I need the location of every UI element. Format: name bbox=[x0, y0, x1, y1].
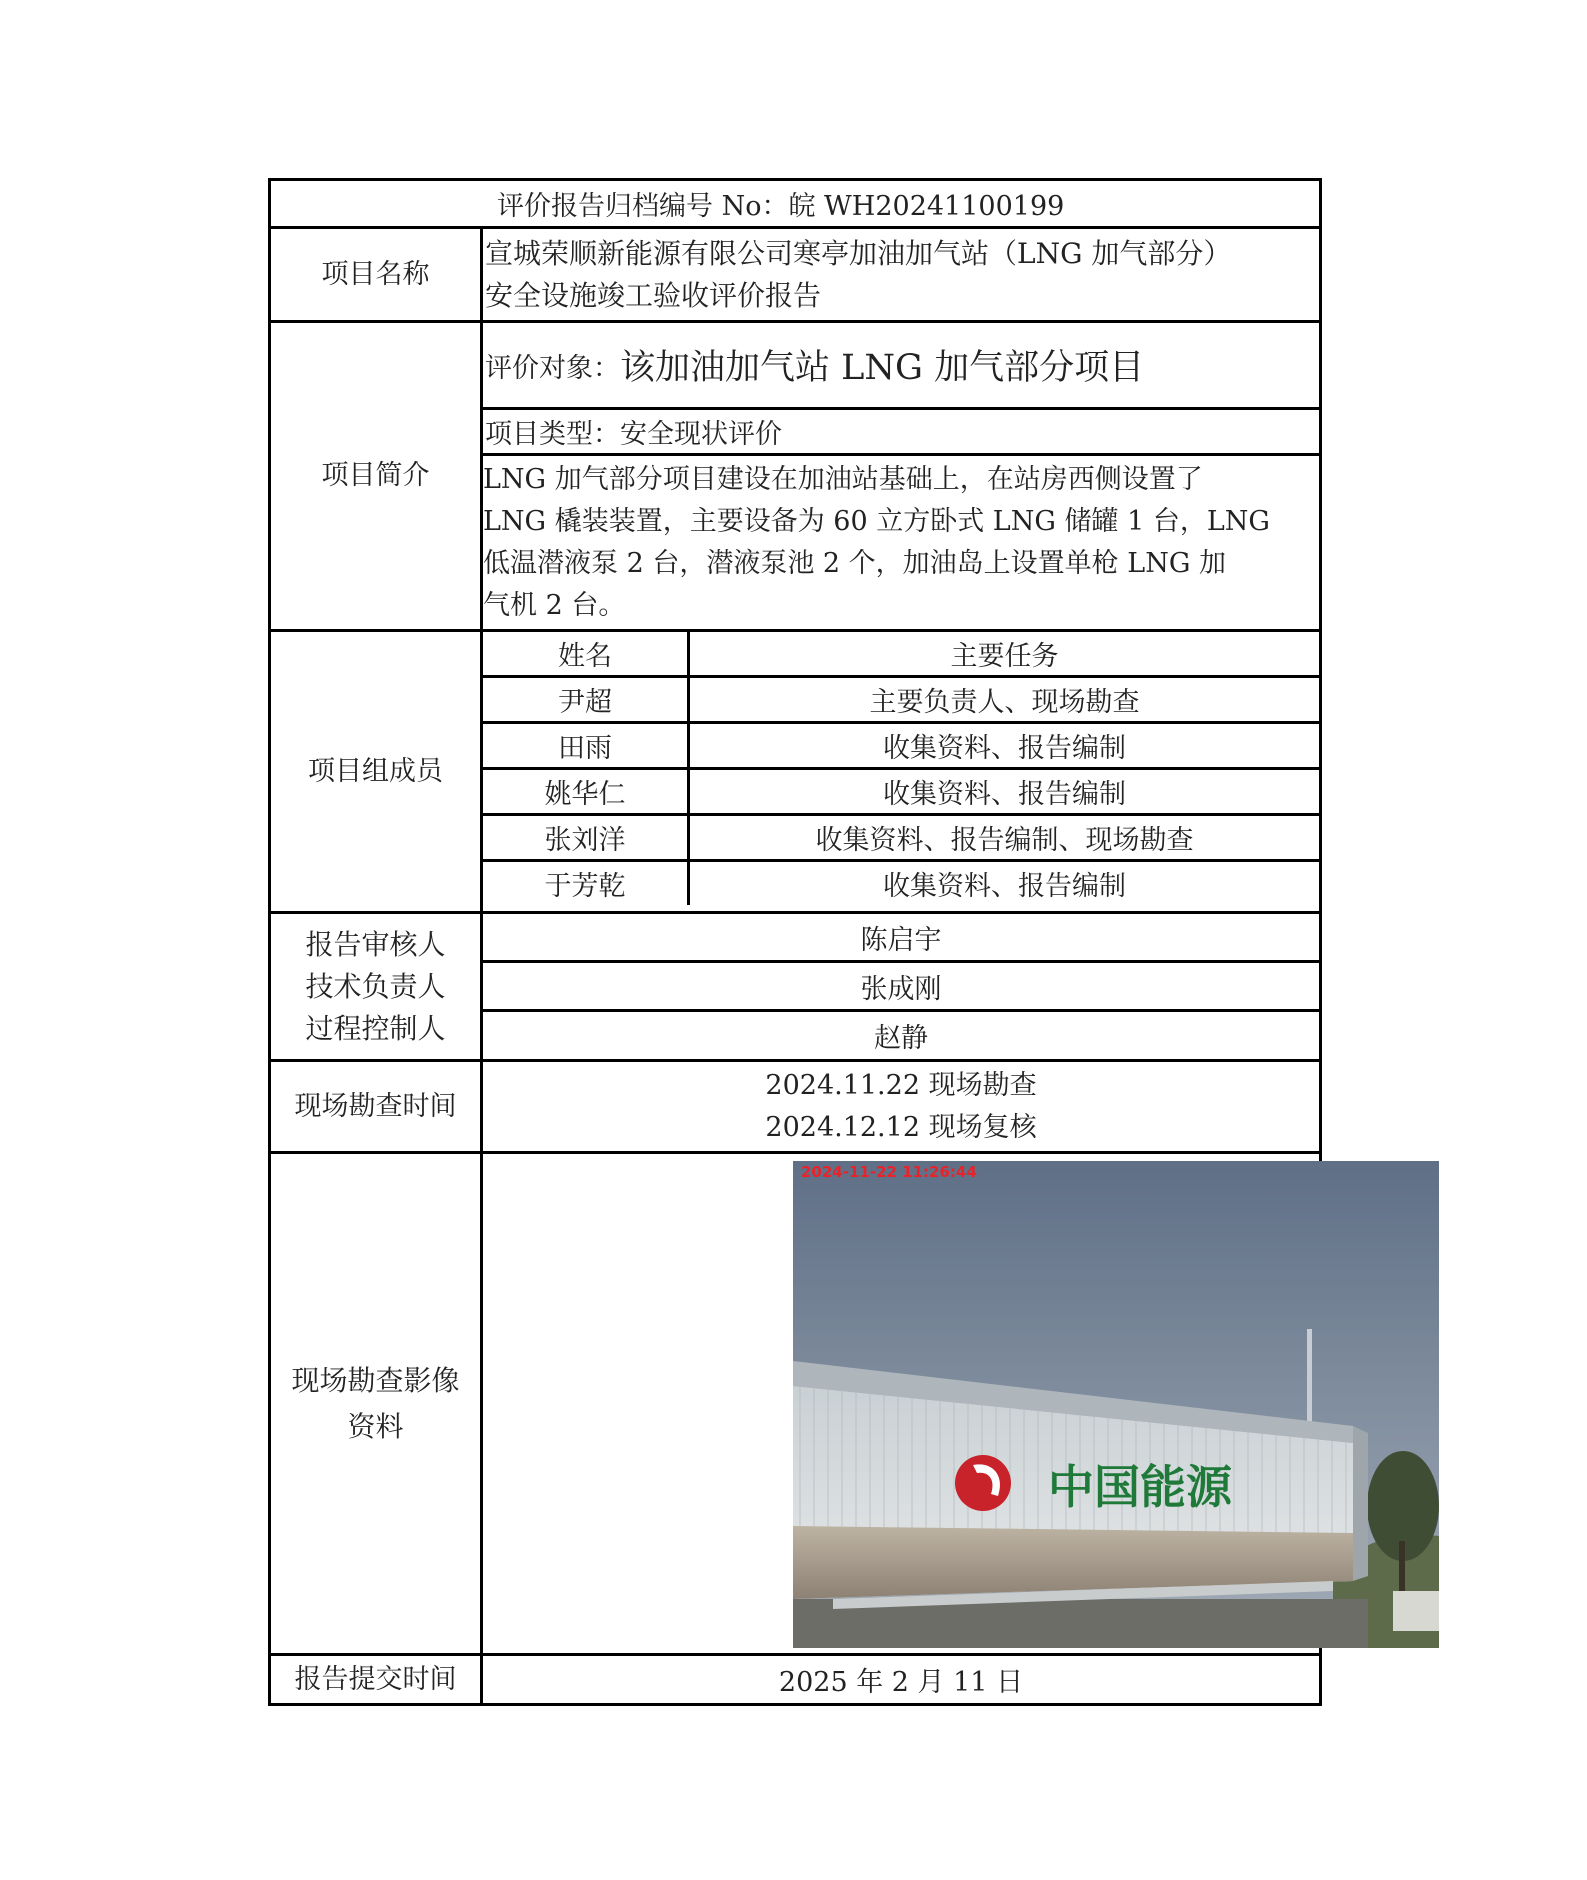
members-header bbox=[483, 632, 1319, 678]
project-name-row bbox=[271, 229, 1319, 323]
archive-label: 评价报告归档编号 No： bbox=[497, 191, 789, 222]
reviewer-name: 陈启宇 bbox=[483, 914, 1319, 963]
vent-pipe bbox=[1307, 1329, 1312, 1429]
desc-line: 低温潜液泵 2 台，潜液泵池 2 个，加油岛上设置单枪 LNG 加 bbox=[483, 547, 1226, 579]
photo-row bbox=[271, 1154, 1319, 1656]
submit-date: 2025 年 2 月 11 日 bbox=[778, 1667, 1024, 1698]
project-name-line2: 安全设施竣工验收评价报告 bbox=[485, 278, 822, 312]
reviewers-row bbox=[271, 914, 1319, 1062]
table-row bbox=[483, 724, 1319, 770]
process-control-name: 赵静 bbox=[874, 1023, 928, 1054]
member-task: 收集资料、报告编制 bbox=[883, 733, 1126, 764]
member-task: 收集资料、报告编制 bbox=[883, 871, 1126, 902]
archive-number: 皖 WH20241100199 bbox=[788, 191, 1065, 222]
member-task: 收集资料、报告编制 bbox=[883, 779, 1126, 810]
logo-circle bbox=[955, 1455, 1011, 1511]
tech-lead-name: 张成刚 bbox=[483, 963, 1319, 1012]
table-row bbox=[483, 678, 1319, 724]
eval-target-label: 评价对象： bbox=[485, 352, 620, 384]
project-intro-row bbox=[271, 323, 1319, 632]
boundary-wall bbox=[1393, 1591, 1439, 1631]
survey-time-line: 2024.11.22 现场勘查 bbox=[765, 1069, 1037, 1101]
survey-time-label: 现场勘查时间 bbox=[271, 1062, 483, 1151]
survey-time-row bbox=[271, 1062, 1319, 1154]
tech-lead-role-label: 技术负责人 bbox=[305, 969, 446, 1003]
desc-line: LNG 橇装装置，主要设备为 60 立方卧式 LNG 储罐 1 台，LNG bbox=[483, 505, 1270, 537]
member-name: 尹超 bbox=[483, 678, 690, 721]
report-cover-table bbox=[268, 178, 1322, 1706]
survey-time-line: 2024.12.12 现场复核 bbox=[765, 1111, 1037, 1143]
project-name-line1: 宣城荣顺新能源有限公司寒亭加油加气站（LNG 加气部分） bbox=[485, 236, 1232, 270]
desc-line: 气机 2 台。 bbox=[483, 589, 626, 621]
col-name-header: 姓名 bbox=[483, 632, 690, 675]
eval-target-value: 该加油加气站 LNG 加气部分项目 bbox=[620, 348, 1145, 388]
submit-time-label: 报告提交时间 bbox=[271, 1656, 483, 1703]
process-control-role-label: 过程控制人 bbox=[305, 1011, 446, 1045]
member-task: 主要负责人、现场勘查 bbox=[869, 687, 1140, 718]
member-name: 张刘洋 bbox=[483, 816, 690, 859]
desc-line: LNG 加气部分项目建设在加油站基础上，在站房西侧设置了 bbox=[483, 463, 1203, 495]
submit-time-row bbox=[271, 1656, 1319, 1703]
member-task: 收集资料、报告编制、现场勘查 bbox=[815, 825, 1194, 856]
photo-timestamp: 2024-11-22 11:26:44 bbox=[801, 1163, 977, 1181]
project-intro-label: 项目简介 bbox=[271, 323, 483, 629]
members-row bbox=[271, 632, 1319, 914]
member-name: 于芳乾 bbox=[483, 862, 690, 905]
table-row bbox=[483, 862, 1319, 905]
reviewer-role-label: 报告审核人 bbox=[305, 927, 446, 961]
col-task-header: 主要任务 bbox=[950, 641, 1059, 672]
members-table bbox=[483, 632, 1319, 911]
site-photo bbox=[793, 1161, 1439, 1648]
site-photo-image bbox=[793, 1161, 1439, 1648]
container-end bbox=[1353, 1426, 1368, 1581]
members-label: 项目组成员 bbox=[271, 632, 483, 911]
project-name-label: 项目名称 bbox=[271, 229, 483, 320]
photo-label-line: 资料 bbox=[347, 1409, 404, 1443]
table-row bbox=[483, 816, 1319, 862]
archive-row bbox=[271, 181, 1319, 229]
sign-text: 中国能源 bbox=[1048, 1460, 1232, 1514]
member-name: 姚华仁 bbox=[483, 770, 690, 813]
table-row bbox=[483, 770, 1319, 816]
eval-target-cell bbox=[483, 323, 1319, 410]
photo-label bbox=[271, 1154, 483, 1653]
reviewer-labels bbox=[271, 914, 483, 1059]
project-description bbox=[483, 456, 1319, 629]
member-name: 田雨 bbox=[483, 724, 690, 767]
project-type: 项目类型：安全现状评价 bbox=[485, 419, 782, 450]
photo-label-line: 现场勘查影像 bbox=[291, 1363, 460, 1397]
project-type-cell bbox=[483, 410, 1319, 456]
